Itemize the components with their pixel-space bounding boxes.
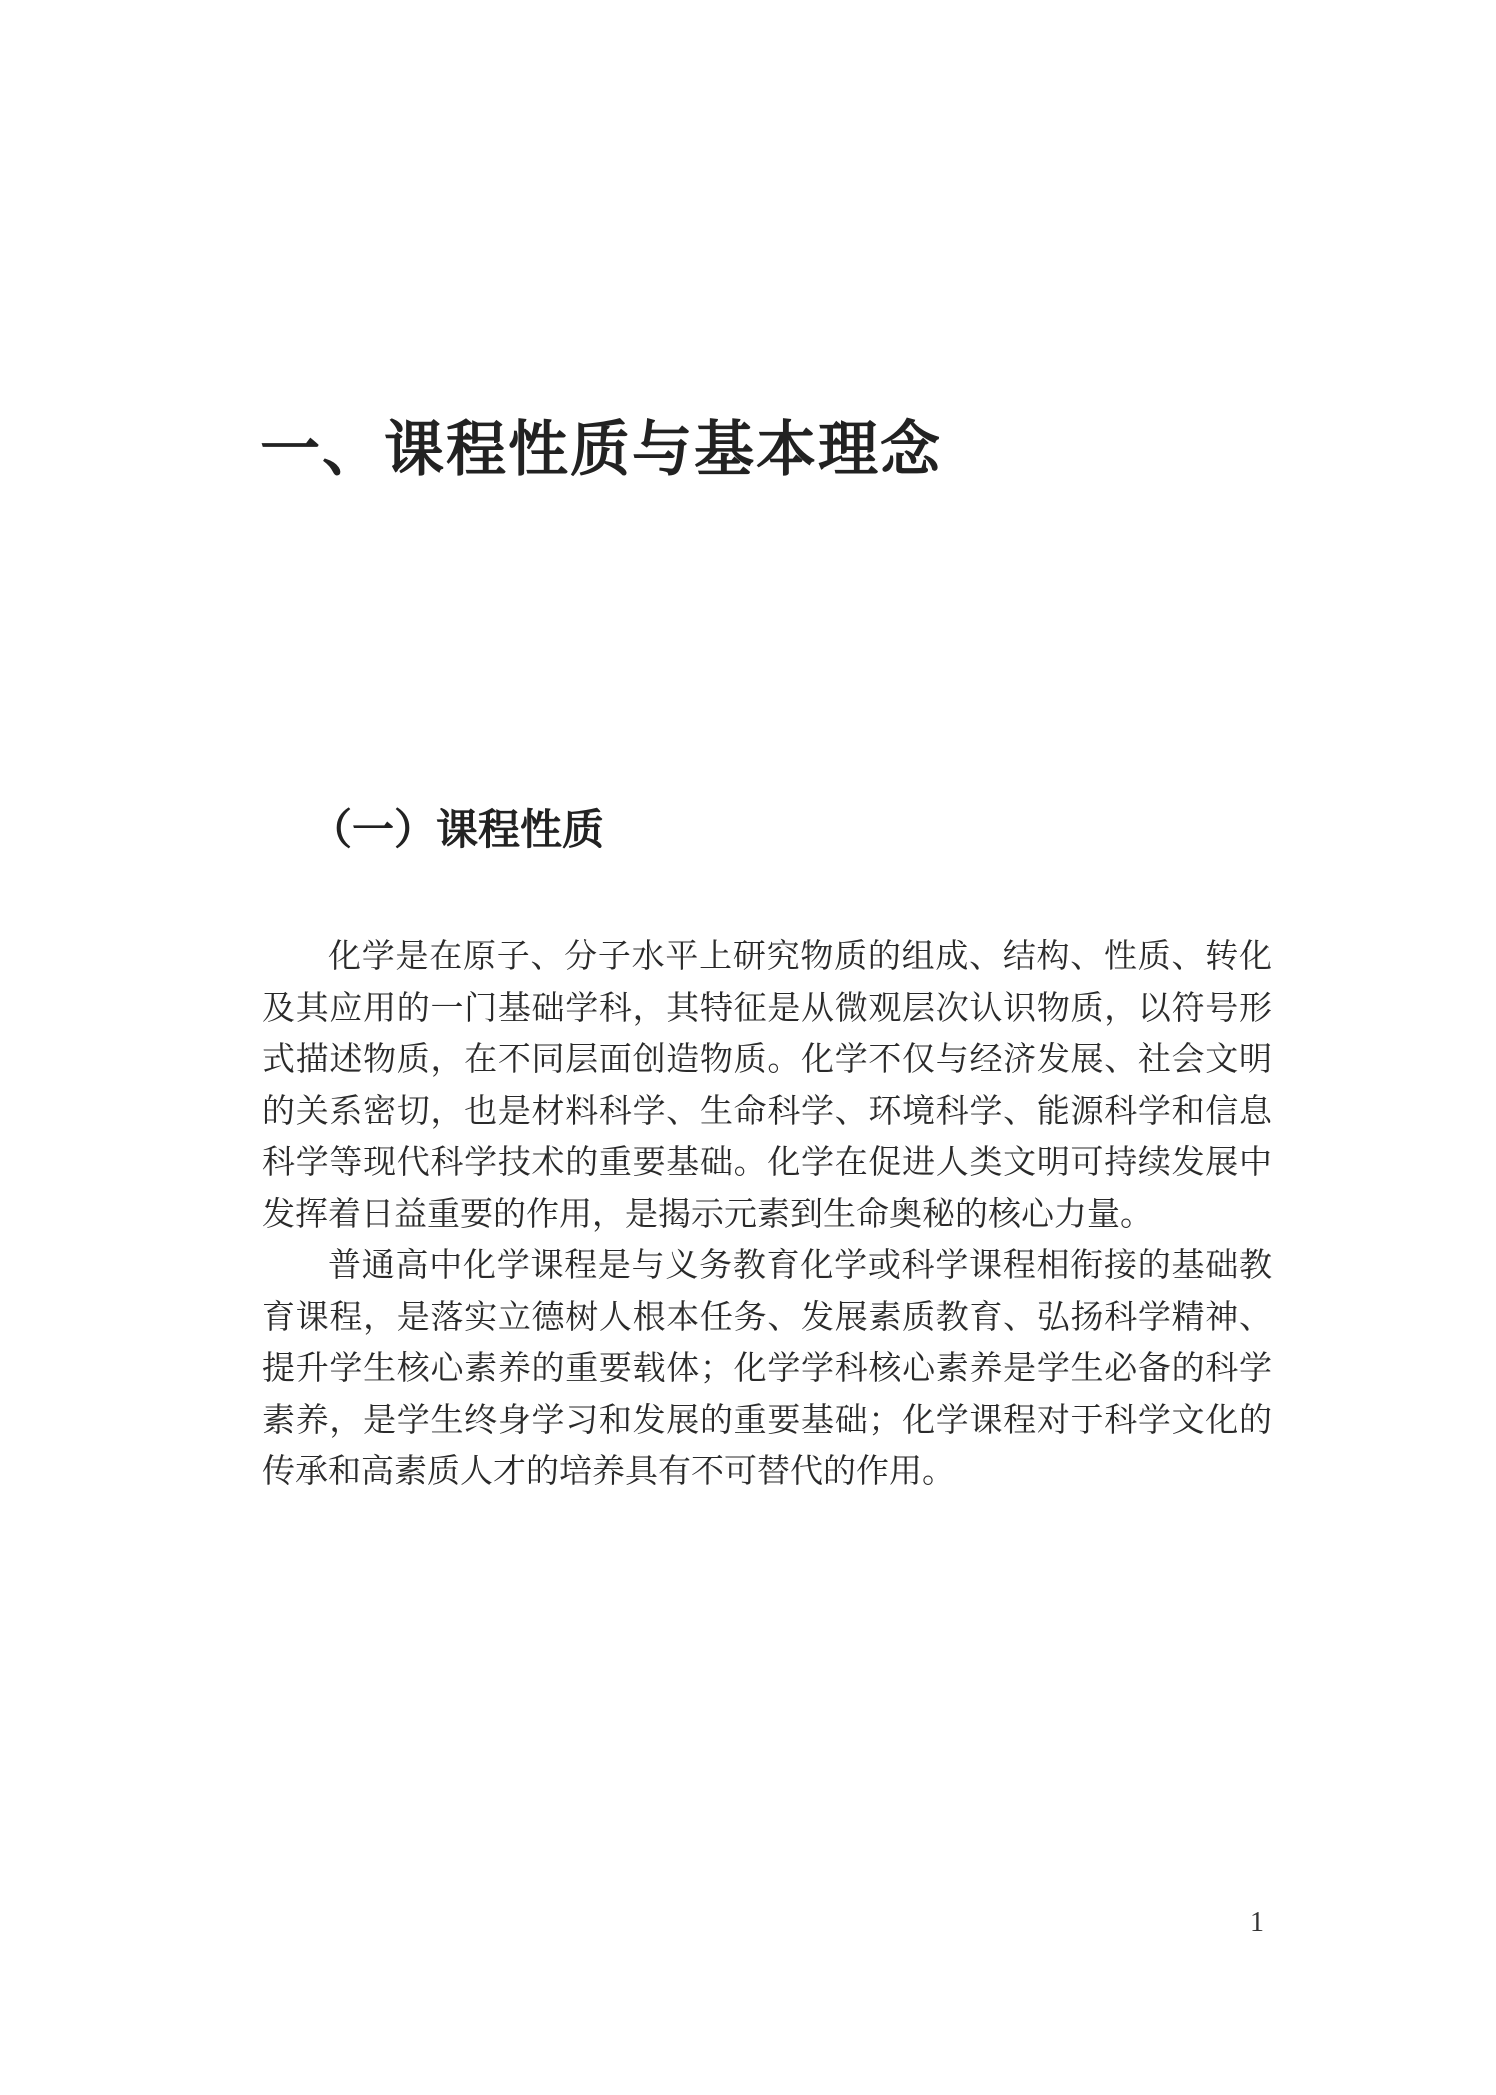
paragraph-1: 化学是在原子、分子水平上研究物质的组成、结构、性质、转化及其应用的一门基础学科，其特征是从微观层次认识物质，以符号形式描述物质，在不同层面创造物质。化学不仅与经济发展、社会文明的关系密切，也是材料科学、生命科学、环境科学、能源科学和信息科学等现代科学技术的重要基础。化学在促进人类文明可持续发展中发挥着日益重要的作用，是揭示元素到生命奥秘的核心力量。 xyxy=(262,936,1272,1233)
body-text xyxy=(262,930,1272,1497)
section-title: （一）课程性质 xyxy=(310,805,605,854)
paragraph-2: 普通高中化学课程是与义务教育化学或科学课程相衔接的基础教育课程，是落实立德树人根本任务、发展素质教育、弘扬科学精神、提升学生核心素养的重要载体；化学学科核心素养是学生必备的科学素养，是学生终身学习和发展的重要基础；化学课程对于科学文化的传承和高素质人才的培养具有不可替代的作用。 xyxy=(262,1245,1272,1490)
page-number: 1 xyxy=(1250,1907,1264,1938)
chapter-title: 一、课程性质与基本理念 xyxy=(260,415,942,485)
